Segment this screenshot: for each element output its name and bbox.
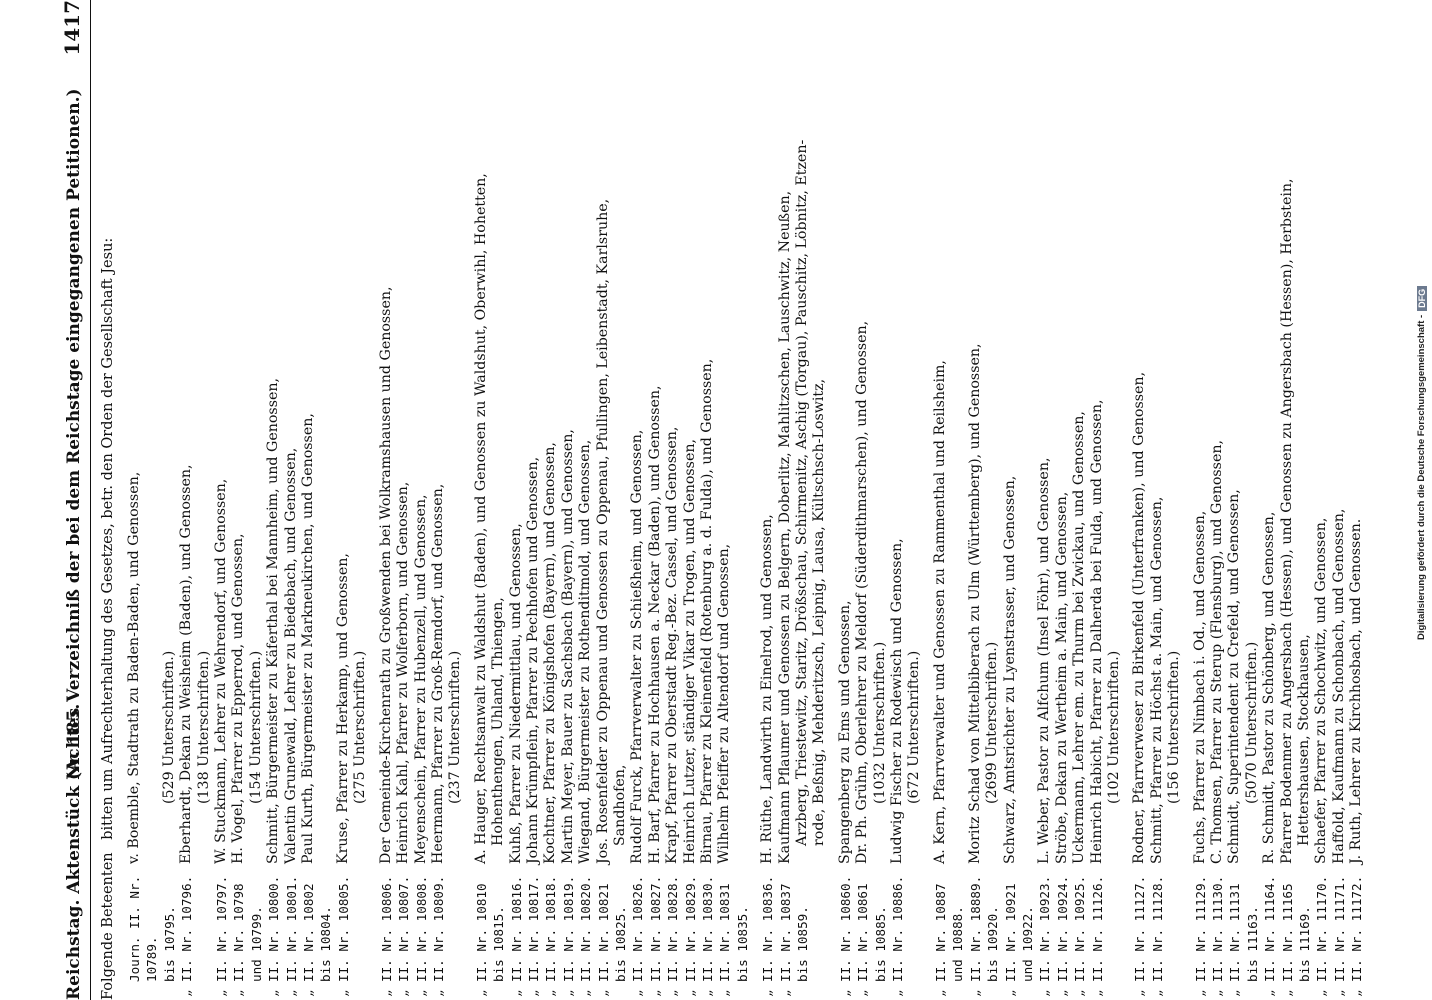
petition-text: J. Ruth, Lehrer zu Kirchhosbach, und Genossen.: [1348, 518, 1365, 864]
petition-entry: [1106, 0, 1123, 1000]
petition-text: Arzberg, Triestewitz, Staritz, Drößschau, Schirmenitz, Aschig (Torgau), Pauschitz, Löbnitz, Etzen-: [794, 139, 811, 846]
journal-number: bis 10804.: [318, 906, 334, 982]
petition-text: Moritz Schad von Mittelbiberach zu Ulm (Württemberg), und Genossen,: [966, 343, 983, 864]
petition-entry: [352, 0, 369, 1000]
petition-entry: [1348, 0, 1365, 1000]
petition-text: (237 Unterschriften.): [447, 650, 464, 804]
ditto-mark: „: [429, 989, 446, 997]
petition-text: (138 Unterschriften.): [195, 650, 212, 804]
petition-text: [734, 0, 751, 864]
petition-text: W. Stuckmann, Lehrer zu Wehrendorf, und Genossen,: [213, 478, 230, 864]
journal-number: II. Nr. 10826.: [630, 875, 646, 982]
ditto-mark: [984, 986, 1001, 1000]
petition-text: Eberhardt, Dekan zu Weisheim (Baden), und Genossen,: [178, 464, 195, 864]
petition-text: Ludwig Fischer zu Rodewisch und Genossen,: [889, 538, 906, 864]
petition-entry: [1279, 0, 1296, 1000]
petition-text: (275 Unterschriften.): [352, 650, 369, 804]
petition-entry: [647, 0, 664, 1000]
petition-text: Kuhß, Pfarrer zu Niedermittlau, und Genossen,: [507, 523, 524, 864]
ditto-mark: [161, 986, 178, 1000]
journal-number: II. Nr. 10800.: [266, 875, 282, 982]
ditto-mark: [1244, 986, 1261, 1000]
petition-entry: [872, 0, 889, 1000]
petition-text: H. Barf, Pfarrer zu Hochhausen a. Neckar (Baden), und Genossen,: [646, 385, 663, 864]
journal-number: II. Nr. 10819.: [560, 875, 576, 982]
petition-text: Krapf, Pfarrer zu Oberstadt Reg.-Bez. Cassel, und Genossen,: [664, 426, 681, 864]
petition-entry: [829, 0, 837, 1000]
petition-text: Rudolf Furck, Pfarrverwalter zu Schießheim, und Genossen,: [629, 429, 646, 864]
page-number: 1417: [60, 0, 84, 56]
petition-text: A. Kern, Pfarrverwalter und Genossen zu Rammenthal und Reilsheim,: [931, 360, 948, 864]
journal-number: II. Nr. 10829.: [682, 875, 698, 982]
petition-text: Kaufmann Pflaumer und Genossen zu Belgern, Doberlitz, Mahlitzschen, Lauschwitz, Neußen,: [776, 190, 793, 864]
petition-text: H. Vogel, Pfarrer zu Epperrod, und Genossen,: [230, 533, 247, 864]
petition-entry: [932, 0, 949, 1000]
journal-number: und 10799.: [248, 906, 264, 982]
journal-number: II. Nr. 11128.: [1149, 875, 1165, 982]
journal-number: II. Nr. 11172.: [1349, 875, 1365, 982]
ditto-mark: [447, 986, 464, 1000]
ditto-mark: [1106, 986, 1123, 1000]
ditto-mark: [906, 986, 923, 1000]
petition-entry: [629, 0, 646, 1000]
ditto-mark: [872, 986, 889, 1000]
petition-entry: [1226, 0, 1243, 1000]
journal-number: II. Nr. 10801.: [283, 875, 299, 982]
petition-entry: [1123, 0, 1131, 1000]
journal-number: [196, 864, 213, 986]
petition-text: A. Hauger, Rechtsanwalt zu Waldshut (Baden), und Genossen zu Waldshut, Oberwihl, Hohetten,: [472, 173, 489, 864]
petition-text: Jos. Rosenfelder zu Oppenau und Genossen zu Oppenau, Pfullingen, Leibenstadt, Karlsruhe,: [594, 198, 611, 864]
petition-entry: [265, 0, 282, 1000]
journal-number: bis 10835.: [734, 906, 750, 982]
petition-text: Heinrich Habicht, Pfarrer zu Dalherda bei Fulda, und Genossen,: [1088, 399, 1105, 864]
ditto-mark: [126, 986, 161, 1000]
ditto-mark: „: [1191, 989, 1208, 997]
petition-text: (672 Unterschriften.): [906, 650, 923, 804]
journal-number: [811, 864, 828, 986]
petition-text: Schaefer, Pfarrer zu Schochwitz, und Genossen,: [1313, 517, 1330, 864]
journal-number: II. Nr. 10820.: [578, 875, 594, 982]
credit-text: Digitalisierung gefördert durch die Deutsche Forschungsgemeinschaft -: [1416, 314, 1427, 640]
petition-text: Fuchs, Pfarrer zu Nimbach i. Od., und Genossen,: [1191, 510, 1208, 864]
petition-entry: [1089, 0, 1106, 1000]
ditto-mark: „: [836, 989, 853, 997]
journal-number: II. Nr. 10797.: [214, 875, 230, 982]
petition-entry: [465, 0, 473, 1000]
petition-text: Kruse, Pfarrer zu Herkamp, und Genossen,: [334, 553, 351, 864]
ditto-mark: [248, 986, 265, 1000]
petition-entry: [490, 0, 507, 1000]
petition-text: Schmidt, Superintendent zu Crefeld, und Genossen,: [1226, 489, 1243, 864]
intro-col2: bitten um Aufrechterhaltung des Gesetzes, betr. den Orden der Gesellschaft Jesu:: [100, 237, 116, 840]
ditto-mark: „: [507, 989, 524, 997]
petition-text: Haffold, Kaufmann zu Schonbach, und Genossen,: [1330, 508, 1347, 864]
petition-entry: [612, 0, 629, 1000]
journal-number: II. Nr. 11127.: [1132, 875, 1148, 982]
petition-text: Paul Kurth, Bürgermeister zu Markneukirchen, und Genossen,: [300, 413, 317, 864]
journal-number: II. Nr. 11165: [1279, 883, 1295, 982]
ditto-mark: [811, 986, 828, 1000]
ditto-mark: „: [377, 989, 394, 997]
petition-text: [1019, 0, 1036, 864]
petition-text: [949, 0, 966, 864]
ditto-mark: „: [1348, 989, 1365, 997]
petition-entry: [837, 0, 854, 1000]
journal-number: [1106, 864, 1123, 986]
ditto-mark: „: [931, 989, 948, 997]
ditto-mark: „: [594, 989, 611, 997]
ditto-mark: „: [1131, 989, 1148, 997]
petition-entry: [734, 0, 751, 1000]
intro-line: [100, 230, 116, 1000]
petition-text: Wiegand, Bürgermeister zu Rothenditmold, und Genossen,: [577, 439, 594, 864]
journal-number: II. Nr. 11164.: [1262, 875, 1278, 982]
ditto-mark: „: [282, 989, 299, 997]
petition-entry: [300, 0, 317, 1000]
petition-entry: [525, 0, 542, 1000]
petition-list: [126, 0, 1366, 1000]
petition-entry: [1209, 0, 1226, 1000]
petition-entry: [542, 0, 559, 1000]
petition-text: Uckermann, Lehrer em. zu Thurm bei Zwickau, und Genossen,: [1071, 411, 1088, 864]
petition-text: Ströbe, Dekan zu Wertheim a. Main, und Genossen,: [1053, 491, 1070, 864]
petition-text: (102 Unterschriften.): [1105, 650, 1122, 804]
ditto-mark: [196, 986, 213, 1000]
journal-number: II. Nr. 18889.: [967, 875, 983, 982]
petition-text: (156 Unterschriften.): [1166, 650, 1183, 804]
petition-entry: [430, 0, 447, 1000]
petition-text: rode, Beßnig, Mehderitzsch, Leipnig, Lausa, Kültschsch-Loswitz,: [811, 378, 828, 846]
petition-entry: [1296, 0, 1313, 1000]
journal-number: [906, 864, 923, 986]
petition-entry: [967, 0, 984, 1000]
petition-text: [317, 0, 334, 864]
journal-number: II. Nr. 10806.: [378, 875, 394, 982]
ditto-mark: [949, 986, 966, 1000]
petition-entry: [317, 0, 334, 1000]
journal-number: [352, 864, 369, 986]
ditto-mark: [352, 986, 369, 1000]
petition-text: C. Thomsen, Pfarrer zu Sterup (Flensburg), und Genossen,: [1208, 439, 1225, 864]
journal-number: II. Nr. 10802: [301, 883, 317, 982]
petition-text: Der Gemeinde-Kirchenrath zu Großwenden bei Wolkramshausen und Genossen,: [377, 286, 394, 864]
petition-text: Johann Krümpflein, Pfarrer zu Pechhofen und Genossen,: [524, 456, 541, 864]
dfg-logo: DFG: [1417, 286, 1427, 311]
journal-number: bis 10815.: [491, 906, 507, 982]
petition-text: Hohenthengen, Uhland, Thiengen,: [490, 597, 507, 846]
ditto-mark: „: [889, 989, 906, 997]
petition-text: Hettershausen, Stockhausen,: [1296, 634, 1312, 846]
journal-number: II. Nr. 11131: [1227, 883, 1243, 982]
petition-entry: [1071, 0, 1088, 1000]
journal-number: II. Nr. 10810: [473, 883, 489, 982]
page-header: [60, 0, 88, 1000]
petition-text: Dr. Ph. Grühn, Oberlehrer zu Meldorf (Süderdithmarschen), und Genossen,: [854, 320, 871, 864]
journal-number: II. Nr. 11170.: [1314, 875, 1330, 982]
petition-entry: [1184, 0, 1192, 1000]
ditto-mark: „: [472, 989, 489, 997]
journal-number: II. Nr. 10860.: [837, 875, 853, 982]
journal-number: II. Nr. 10828.: [665, 875, 681, 982]
journal-number: bis 11163.: [1244, 906, 1260, 982]
ditto-mark: „: [265, 989, 282, 997]
ditto-mark: „: [334, 989, 351, 997]
ditto-mark: [794, 986, 811, 1000]
ditto-mark: [612, 986, 629, 1000]
journal-number: II. Nr. 10817.: [525, 875, 541, 982]
ditto-mark: „: [559, 989, 576, 997]
petition-text: Spangenberg zu Ems und Genossen,: [836, 600, 853, 864]
journal-number: II. Nr. 10831: [717, 883, 733, 982]
petition-entry: [1331, 0, 1348, 1000]
petition-entry: [854, 0, 871, 1000]
petition-entry: [196, 0, 213, 1000]
ditto-mark: „: [230, 989, 247, 997]
journal-number: II. Nr. 10818.: [543, 875, 559, 982]
petition-entry: [560, 0, 577, 1000]
journal-number: bis 10885.: [872, 906, 888, 982]
ditto-mark: [1166, 986, 1183, 1000]
petition-entry: [1244, 0, 1261, 1000]
journal-number: II. Nr. 11171.: [1331, 875, 1347, 982]
journal-number: bis 10825.: [612, 906, 628, 982]
journal-number: bis 10859.: [795, 906, 811, 982]
petition-text: (5070 Unterschriften.): [1243, 641, 1260, 804]
header-rule: [90, 0, 91, 1000]
ditto-mark: „: [1226, 989, 1243, 997]
ditto-mark: „: [699, 989, 715, 997]
petition-text: Rodner, Pfarrverweser zu Birkenfeld (Unterfranken), und Genossen,: [1131, 371, 1148, 864]
journal-number: bis 11169.: [1297, 906, 1312, 982]
petition-entry: [230, 0, 247, 1000]
ditto-mark: „: [1278, 989, 1295, 997]
petition-text: Kochtner, Pfarrer zu Königshofen (Bayern), und Genossen,: [542, 442, 559, 864]
petition-entry: [811, 0, 828, 1000]
petition-entry: [777, 0, 794, 1000]
petition-entry: [508, 0, 525, 1000]
ditto-mark: „: [681, 989, 698, 997]
petition-entry: [906, 0, 923, 1000]
petition-text: Wilhelm Pfeiffer zu Altendorf und Genossen,: [716, 543, 733, 864]
ditto-mark: „: [1088, 989, 1105, 997]
petition-entry: [716, 0, 733, 1000]
petition-entry: [213, 0, 230, 1000]
journal-number: bis 10920.: [985, 906, 1001, 982]
petition-entry: [395, 0, 412, 1000]
ditto-mark: „: [412, 989, 429, 997]
petition-entry: [1149, 0, 1166, 1000]
journal-number: II. Nr. 10837: [777, 883, 793, 982]
ditto-mark: [1019, 986, 1036, 1000]
petition-text: Heinrich Lutzer, ständiger Vikar zu Trogen, und Genossen,: [681, 439, 698, 864]
ditto-mark: „: [716, 989, 733, 997]
ditto-mark: „: [524, 989, 541, 997]
journal-number: und 10888.: [950, 906, 966, 982]
journal-number: II. Nr. 10921: [1002, 883, 1018, 982]
petition-entry: [447, 0, 464, 1000]
journal-number: bis 10795.: [161, 906, 177, 982]
petition-text: Schmitt, Bürgermeister zu Käferthal bei Mannheim, und Genossen,: [265, 377, 282, 864]
petition-entry: [751, 0, 759, 1000]
ditto-mark: „: [1053, 989, 1070, 997]
petition-entry: [664, 0, 681, 1000]
petition-entry: [1313, 0, 1330, 1000]
ditto-mark: „: [395, 989, 412, 997]
petition-entry: [1036, 0, 1053, 1000]
journal-number: [447, 864, 464, 986]
petition-entry: [473, 0, 490, 1000]
petition-entry: [682, 0, 699, 1000]
ditto-mark: „: [1036, 989, 1053, 997]
petition-entry: [413, 0, 430, 1000]
journal-number: II. Nr. 11130.: [1209, 875, 1225, 982]
journal-number: II. Nr. 10861: [855, 883, 871, 982]
header-title: (Achtes Verzeichniß der bei dem Reichstage eingegangenen Petitionen.): [64, 88, 84, 780]
petition-entry: [759, 0, 776, 1000]
petition-text: Valentin Grunewald, Lehrer zu Biedebach, und Genossen,: [282, 447, 299, 864]
ditto-mark: „: [854, 989, 871, 997]
journal-number: II. Nr. 10798: [231, 883, 247, 982]
petition-text: v. Boemble, Stadtrath zu Baden-Baden, und Genossen,: [126, 471, 142, 864]
journal-number: II. Nr. 10886.: [890, 875, 906, 982]
journal-number: und 10922.: [1019, 906, 1035, 982]
journal-number: II. Nr. 10816.: [508, 875, 524, 982]
petition-entry: [248, 0, 265, 1000]
journal-number: II. Nr. 10805.: [335, 875, 351, 982]
ditto-mark: „: [542, 989, 559, 997]
petition-text: (529 Unterschriften.): [160, 650, 177, 804]
petition-text: L. Weber, Pastor zu Alfchum (Insel Föhr), und Genossen,: [1036, 457, 1053, 864]
petition-text: H. Rüthe, Landwirth zu Einelrod, und Genossen,: [759, 514, 776, 864]
ditto-mark: [734, 986, 751, 1000]
petition-entry: [126, 0, 161, 1000]
ditto-mark: „: [1330, 989, 1347, 997]
journal-number: II. Nr. 10827.: [647, 875, 663, 982]
petition-entry: [1192, 0, 1209, 1000]
petition-text: Sandhofen,: [611, 764, 628, 846]
journal-number: II. Nr. 10807.: [396, 875, 412, 982]
petition-entry: [378, 0, 395, 1000]
ditto-mark: „: [1148, 989, 1165, 997]
journal-number: II. Nr. 11126.: [1089, 875, 1105, 982]
ditto-mark: [490, 986, 507, 1000]
journal-number: II. Nr. 10887: [932, 883, 948, 982]
journal-number: II. Nr. 10836.: [760, 875, 776, 982]
petition-entry: [577, 0, 594, 1000]
petition-entry: [178, 0, 195, 1000]
journal-number: II. Nr. 10809.: [430, 875, 446, 982]
petition-entry: [1054, 0, 1071, 1000]
petition-entry: [889, 0, 906, 1000]
ditto-mark: „: [966, 989, 983, 997]
journal-number: II. Nr. 11129.: [1192, 875, 1208, 982]
journal-number: II. Nr. 10808.: [413, 875, 429, 982]
ditto-mark: „: [577, 989, 594, 997]
intro-col1: Folgende Beteenten: [100, 852, 116, 1000]
journal-number: II. Nr. 10830.: [700, 875, 715, 982]
petition-text: Heermann, Pfarrer zu Groß-Remdorf, und Genossen,: [429, 483, 446, 864]
ditto-mark: „: [213, 989, 230, 997]
journal-number: II. Nr. 10821: [595, 883, 611, 982]
petition-entry: [924, 0, 932, 1000]
petition-entry: [283, 0, 300, 1000]
ditto-mark: „: [776, 989, 793, 997]
petition-entry: [949, 0, 966, 1000]
petition-text: (1032 Unterschriften.): [871, 641, 888, 804]
petition-text: R. Schmidt, Pastor zu Schönberg, und Genossen,: [1261, 511, 1278, 864]
petition-text: Heinrich Kahl, Pfarrer zu Wolferborn, und Genossen,: [395, 481, 412, 864]
ditto-mark: „: [629, 989, 646, 997]
journal-number: II. Nr. 10925.: [1072, 875, 1088, 982]
ditto-mark: [1296, 986, 1313, 1000]
ditto-mark: „: [1313, 989, 1330, 997]
journal-number: [1166, 864, 1183, 986]
petition-text: Martin Meyer, Bauer zu Sachsbach (Bayern), und Genossen,: [559, 429, 576, 864]
journal-number: II. Nr. 10924.: [1054, 875, 1070, 982]
ditto-mark: „: [300, 989, 317, 997]
ditto-mark: „: [178, 989, 195, 997]
petition-entry: [1166, 0, 1183, 1000]
journal-number: Journ. II. Nr. 10789.: [127, 875, 160, 982]
petition-entry: [335, 0, 352, 1000]
digitization-credit: [1416, 286, 1427, 640]
rotated-document-page: [60, 0, 1365, 1000]
petition-entry: [370, 0, 378, 1000]
petition-entry: [1002, 0, 1019, 1000]
petition-text: (2699 Unterschriften.): [984, 641, 1001, 804]
petition-entry: [699, 0, 716, 1000]
journal-number: II. Nr. 10923.: [1037, 875, 1053, 982]
ditto-mark: „: [1261, 989, 1278, 997]
petition-text: Schwarz, Amtsrichter zu Lyenstrasser, und Genossen,: [1001, 475, 1018, 864]
header-left: Reichstag. Aktenstück Nr. 185.: [64, 703, 84, 1000]
ditto-mark: „: [646, 989, 663, 997]
petition-entry: [161, 0, 178, 1000]
petition-entry: [794, 0, 811, 1000]
petition-text: Meyenschein, Pfarrer zu Hubenzell, und Genossen,: [412, 494, 429, 864]
petition-entry: [1019, 0, 1036, 1000]
petition-text: Birnau, Pfarrer zu Kleinenfeld (Rotenburg a. d. Fulda), und Genossen,: [699, 358, 715, 864]
ditto-mark: „: [664, 989, 681, 997]
ditto-mark: [317, 986, 334, 1000]
petition-entry: [984, 0, 1001, 1000]
petition-entry: [1261, 0, 1278, 1000]
ditto-mark: „: [1208, 989, 1225, 997]
petition-entry: [595, 0, 612, 1000]
ditto-mark: „: [759, 989, 776, 997]
petition-text: Schmitt, Pfarrer zu Höchst a. Main, und Genossen,: [1148, 496, 1165, 864]
petition-text: Pfarrer Bodenmer zu Angersbach (Hessen), und Genossen zu Angersbach (Hessen), Herbstein,: [1278, 178, 1295, 864]
journal-number: II. Nr. 10796.: [179, 875, 195, 982]
ditto-mark: „: [1071, 989, 1088, 997]
petition-entry: [1131, 0, 1148, 1000]
petition-text: (154 Unterschriften.): [247, 650, 264, 804]
ditto-mark: „: [1001, 989, 1018, 997]
